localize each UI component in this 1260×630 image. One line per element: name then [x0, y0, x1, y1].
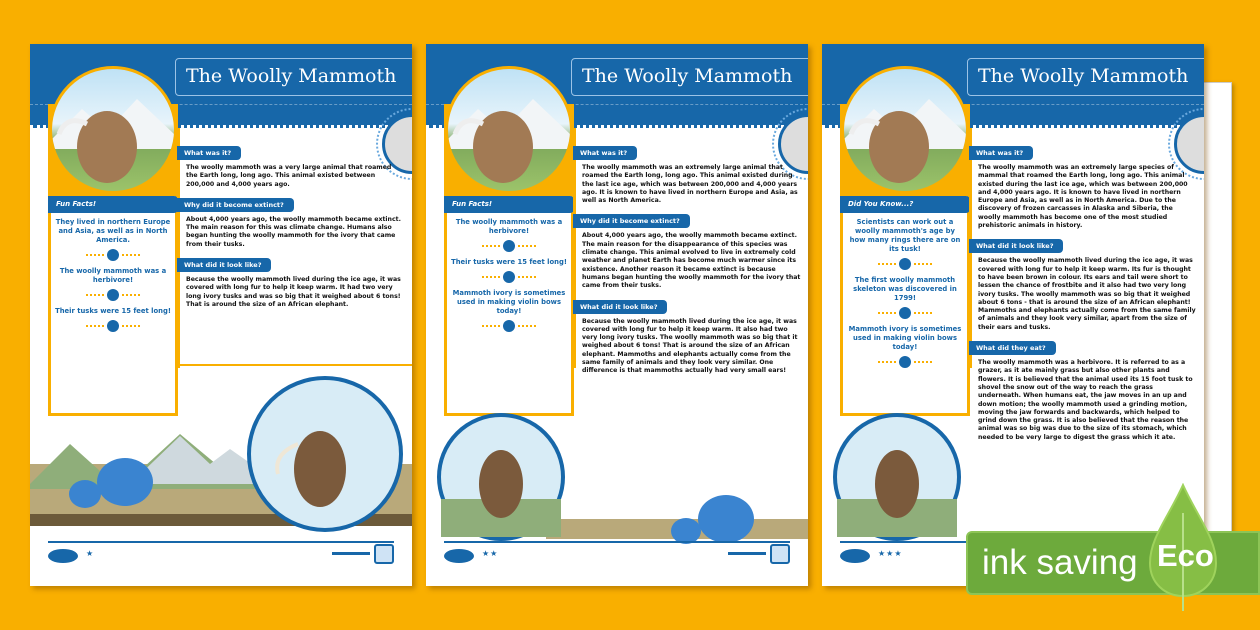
page-title: The Woolly Mammoth: [175, 58, 412, 96]
dot-icon: [107, 289, 119, 301]
section-text: The woolly mammoth was a herbivore. It is referred to as a grazer, as it ate mainly grass but also other plants and flowers. It is believed that the animal used its 15 foot tusk to shovel the snow out of the way to reach the grass underneath. When humans eat, the jaw moves in an up and down motion; the woolly mammoth used a grinding motion, moving the jaw forwards and backwards, which helped to grind down the grass. It is also believed that the reason the animal was so big was due to the size of its stomach, which needed to be very large to digest the grass which it ate.: [978, 359, 1193, 441]
page-title: The Woolly Mammoth: [571, 58, 808, 96]
twinkl-logo: [444, 549, 474, 563]
fact-divider: [450, 240, 568, 252]
fun-fact: Their tusks were 15 feet long!: [451, 258, 567, 266]
divider: [180, 364, 412, 366]
difficulty-stars: ★: [86, 549, 95, 558]
fun-fact: Mammoth ivory is sometimes used in making violin bows today!: [848, 325, 962, 351]
section-heading: What did it look like?: [573, 300, 667, 314]
quality-badge-icon: [770, 544, 790, 564]
fact-divider: [450, 320, 568, 332]
section-text: Because the woolly mammoth lived during the ice age, it was covered with long fur to help it keep warm. It also had two very long ivory tusks. The woolly mammoth was so big that it weighed about 6 tons! That is around the size of an African elephant. Mammoths and elephants actually come from the same family of animals and they look very similar. One difference is that mammoths actually had very small ears!: [582, 317, 798, 375]
section-heading: Why did it become extinct?: [573, 214, 690, 228]
fact-divider: [450, 271, 568, 283]
section-text: The woolly mammoth was an extremely large species of mammal that roamed the Earth long, long ago. This animal existed during the last ice age, which was between 200,000 and 4,000 years ago. It is known to have lived in northern Europe and Asia, as well as in North America. Due to the discovery of frozen carcasses in Alaska and Siberia, the woolly mammoth has become one of the most studied prehistoric animals in history.: [978, 164, 1188, 230]
fun-fact: The woolly mammoth was a herbivore!: [455, 218, 563, 235]
dot-icon: [899, 356, 911, 368]
dot-icon: [107, 249, 119, 261]
page-title: The Woolly Mammoth: [967, 58, 1204, 96]
facts-list: [54, 218, 172, 338]
scene: [426, 389, 808, 549]
difficulty-stars: ★★★: [878, 549, 903, 558]
facts-list: [846, 218, 964, 374]
mammoth-scene-illustration: [30, 374, 412, 534]
section-heading: What did they eat?: [969, 341, 1056, 355]
section-text: The woolly mammoth was a very large animal that roamed the Earth long, long ago. This animal existed between 200,000 and 4,000 years ago.: [186, 164, 392, 188]
section-text: About 4,000 years ago, the woolly mammoth became extinct. The main reason for the disappearance of this species was climate change. This animal evolved to live in extremely cold weather and planet Earth has become much warmer since its existence. Another reason it became extinct is because humans began hunting the woolly mammoth for the ivory that came from their tusks.: [582, 232, 801, 290]
worksheet-page-2: [426, 44, 808, 586]
fun-fact: The woolly mammoth was a herbivore!: [59, 267, 167, 284]
footer-line: [48, 541, 394, 543]
sidebar-heading: Fun Facts!: [444, 196, 574, 213]
fact-divider: [846, 307, 964, 319]
content-column: [576, 140, 801, 379]
dot-icon: [503, 320, 515, 332]
fact-divider: [846, 356, 964, 368]
mammoth-scene-illustration: [426, 389, 808, 549]
sidebar-heading: Fun Facts!: [48, 196, 178, 213]
eco-label: Eco: [1157, 538, 1214, 573]
fact-divider: [54, 289, 172, 301]
section-heading: What was it?: [969, 146, 1033, 160]
footer-url: [728, 552, 766, 555]
mammoth-photo: [49, 66, 177, 194]
ink-saving-label: ink saving: [982, 543, 1138, 582]
dot-icon: [503, 240, 515, 252]
section-heading: Why did it become extinct?: [177, 198, 294, 212]
fact-divider: [54, 320, 172, 332]
difficulty-stars: ★★: [482, 549, 499, 558]
mammoth-photo: [841, 66, 969, 194]
section-text: About 4,000 years ago, the woolly mammoth became extinct. The main reason for this was climate change. Humans also began hunting the woolly mammoth for the ivory that came from their tusks.: [186, 215, 401, 248]
content-column: [180, 140, 405, 312]
section-heading: What did it look like?: [177, 258, 271, 272]
fact-divider: [54, 249, 172, 261]
scene: [822, 389, 1204, 549]
twinkl-logo: [48, 549, 78, 563]
section-text: Because the woolly mammoth lived during the ice age, it was covered with long fur to help it keep warm. It had two very long ivory tusks and was so big that it weighed about 6 tons! That is around the size of an African elephant.: [186, 276, 401, 308]
quality-badge-icon: [374, 544, 394, 564]
fun-fact: The first woolly mammoth skeleton was discovered in 1799!: [853, 276, 957, 302]
scene: [30, 374, 412, 534]
sidebar-heading: Did You Know...?: [840, 196, 970, 213]
section-text: The woolly mammoth was an extremely large animal that roamed the Earth long, long ago. This animal existed during the last ice age, which was between 200,000 and 4,000 years ago. It is known to have lived in northern Europe and Asia, as well as North America.: [582, 164, 798, 205]
section-heading: What was it?: [573, 146, 637, 160]
worksheet-page-1: [30, 44, 412, 586]
fun-fact: They lived in northern Europe and Asia, as well as in North America.: [55, 218, 171, 244]
fun-fact: Scientists can work out a woolly mammoth's age by how many rings there are on its tusk!: [849, 218, 961, 253]
dot-icon: [899, 307, 911, 319]
dot-icon: [107, 320, 119, 332]
dot-icon: [899, 258, 911, 270]
twinkl-logo: [840, 549, 870, 563]
section-heading: What was it?: [177, 146, 241, 160]
worksheet-page-3: [822, 44, 1204, 586]
section-text: Because the woolly mammoth lived during the ice age, it was covered with long fur to help it keep warm. Its fur is thought to have been brown in colour. Its ears and tail were short to lessen the chance of frostbite and it also had two very long ivory tusks. The woolly mammoth was so big that it weighed about 6 tons - that is around the size of an African elephant! Mammoths and elephants actually come from the same family of animals and they look very similar, apart from the size of their ears and tusks.: [978, 257, 1196, 331]
fun-fact: Mammoth ivory is sometimes used in making violin bows today!: [452, 289, 566, 315]
dot-icon: [503, 271, 515, 283]
fact-divider: [846, 258, 964, 270]
section-heading: What did it look like?: [969, 239, 1063, 253]
facts-list: [450, 218, 568, 338]
footer-line: [444, 541, 790, 543]
fun-fact: Their tusks were 15 feet long!: [55, 307, 171, 315]
mammoth-photo: [445, 66, 573, 194]
footer-url: [332, 552, 370, 555]
mammoth-scene-illustration: [822, 389, 1204, 549]
